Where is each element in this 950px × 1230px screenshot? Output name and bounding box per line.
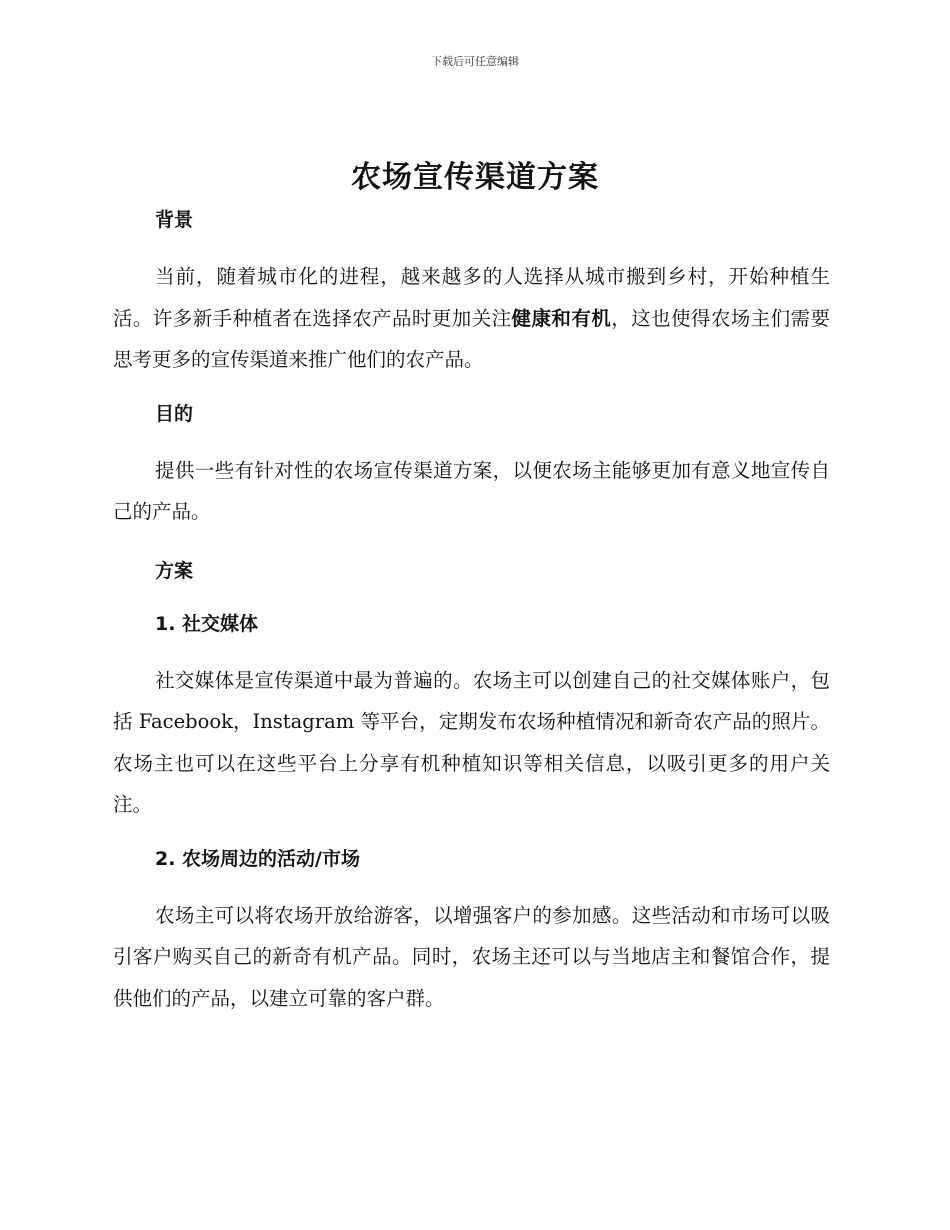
background-paragraph [113, 256, 830, 381]
document-body [113, 205, 830, 1019]
background-bold-text: 健康和有机 [511, 306, 612, 330]
document-title: 农场宣传渠道方案 [351, 160, 599, 195]
section-heading-purpose: 目的 [155, 402, 194, 425]
section-heading-background: 背景 [155, 209, 194, 231]
section-heading-social-media: 1. 社交媒体 [155, 612, 259, 635]
background-text-after: ，这也使得农场主们需要思考更多的宣传渠道来推广他们的农产品。 [113, 306, 830, 371]
background-text-before: 当前，随着城市化的进程，越来越多的人选择从城市搬到乡村，开始种植生活。许多新手种植者在选择农产品时更加关注 [113, 265, 830, 330]
header-note: 下载后可任意编辑 [431, 55, 519, 68]
events-paragraph: 农场主可以将农场开放给游客，以增强客户的参加感。这些活动和市场可以吸引客户购买自己的新奇有机产品。同时，农场主还可以与当地店主和餐馆合作，提供他们的产品，以建立可靠的客户群。 [113, 903, 830, 1010]
section-heading-events: 2. 农场周边的活动/市场 [155, 847, 360, 870]
section-heading-plan: 方案 [155, 559, 194, 582]
social-media-paragraph: 社交媒体是宣传渠道中最为普遍的。农场主可以创建自己的社交媒体账户，包括 Facebook，Instagram 等平台，定期发布农场种植情况和新奇农产品的照片。农场主也可以在这些平台上分享有机种植知识等相关信息，以吸引更多的用户关注。 [113, 668, 830, 816]
purpose-paragraph: 提供一些有针对性的农场宣传渠道方案，以便农场主能够更加有意义地宣传自己的产品。 [113, 458, 830, 523]
